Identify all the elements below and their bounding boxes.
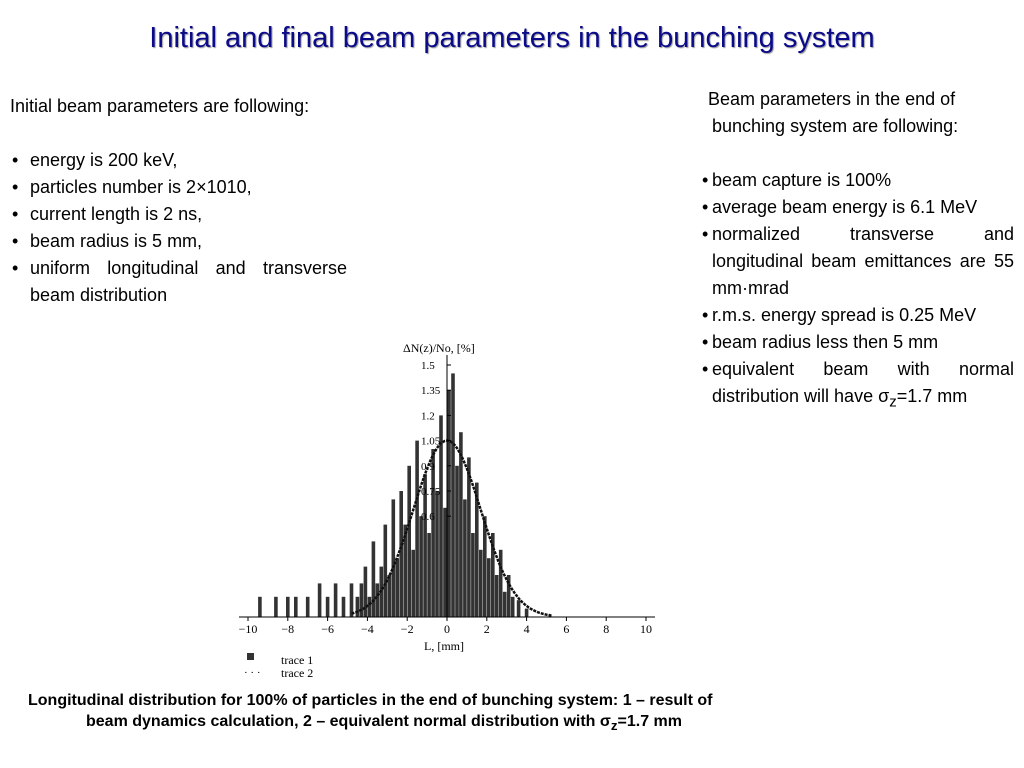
x-ticks <box>239 617 652 636</box>
x-tick-label: −6 <box>321 622 334 636</box>
x-tick-label: 4 <box>523 622 530 636</box>
bullet-icon: • <box>702 305 709 325</box>
histogram-bar <box>258 597 262 617</box>
x-tick-label: 10 <box>640 622 652 636</box>
histogram-bar <box>511 597 515 617</box>
y-tick-label: 0.6 <box>421 511 435 524</box>
histogram-bar <box>419 516 423 617</box>
y-tick-label: 1.35 <box>421 385 441 398</box>
histogram-bar <box>431 449 435 617</box>
x-tick-label: −8 <box>281 622 295 636</box>
initial-parameters <box>10 93 347 309</box>
histogram-bar <box>376 583 380 617</box>
histogram-bar <box>360 583 364 617</box>
longitudinal-distribution-chart <box>228 337 668 687</box>
x-tick-label: −10 <box>238 622 258 636</box>
histogram-bar <box>411 550 415 617</box>
histogram-bar <box>435 491 439 617</box>
x-tick-label: −2 <box>400 622 414 636</box>
list-item: • beam radius is 5 mm, <box>10 228 347 255</box>
histogram-bar <box>487 558 491 617</box>
histogram-bar <box>372 541 376 617</box>
x-tick-label: −4 <box>361 622 374 636</box>
y-tick-label: 1.05 <box>421 435 441 448</box>
histogram-bar <box>326 597 330 617</box>
histogram-bar <box>479 550 483 617</box>
bullet-icon: • <box>12 204 19 224</box>
y-tick-label: 1.5 <box>421 360 435 372</box>
list-item: • uniform longitudinal and transverse beam distribution <box>10 255 347 309</box>
final-parameters-list <box>702 167 1014 416</box>
histogram-bar <box>392 499 396 617</box>
histogram-bar <box>495 575 499 617</box>
bullet-icon: • <box>702 359 709 379</box>
bullet-icon: • <box>702 224 709 244</box>
histogram-bars <box>258 373 528 617</box>
histogram-bar <box>499 550 503 617</box>
list-item: • energy is 200 keV, <box>10 147 347 174</box>
final-parameters-intro: Beam parameters in the end of bunching system are following: <box>708 89 959 136</box>
histogram-bar <box>443 508 447 617</box>
histogram-bar <box>318 583 322 617</box>
legend-swatch-trace-1 <box>247 653 254 660</box>
list-item: • current length is 2 ns, <box>10 201 347 228</box>
caption-line-1: Longitudinal distribution for 100% of particles in the end of bunching system: 1 – result of <box>28 692 713 709</box>
histogram-bar <box>306 597 310 617</box>
histogram-bar <box>274 597 278 617</box>
x-tick-label: 8 <box>603 622 610 636</box>
y-tick-label: 0.9 <box>421 460 435 473</box>
histogram-bar <box>447 390 451 617</box>
final-parameters <box>702 86 1014 416</box>
caption-line-2: beam dynamics calculation, 2 – equivalent normal distribution with $\sigma_z=1.7$ mm <box>86 713 682 734</box>
bullet-icon: • <box>702 170 709 190</box>
x-tick-label: 2 <box>483 622 490 636</box>
bullet-icon: • <box>12 150 19 170</box>
histogram-bar <box>334 583 338 617</box>
legend-swatch-trace-2: · · · <box>244 667 261 679</box>
legend <box>244 653 313 680</box>
x-tick-label: 6 <box>563 622 570 636</box>
histogram-bar <box>294 597 298 617</box>
histogram-bar <box>525 609 529 617</box>
list-item: • particles number is 2×1010, <box>10 174 347 201</box>
histogram-bar <box>455 466 459 617</box>
legend-label-trace-2: trace 2 <box>281 666 314 680</box>
bullet-icon: • <box>702 197 709 217</box>
legend-label-trace-1: trace 1 <box>281 653 314 667</box>
histogram-bar <box>471 533 475 617</box>
histogram-bar <box>286 597 290 617</box>
figure-caption <box>28 690 908 736</box>
bullet-icon: • <box>12 177 19 197</box>
list-item: • normalized transverse and longitudinal beam emittances are 55 mm·mrad <box>702 221 1014 302</box>
histogram-bar <box>395 558 399 617</box>
histogram-bar <box>356 597 360 617</box>
bullet-icon: • <box>12 231 19 251</box>
histogram-bar <box>483 516 487 617</box>
histogram-bar <box>463 499 467 617</box>
histogram-bar <box>451 373 455 617</box>
list-item: • average beam energy is 6.1 MeV <box>702 194 1014 221</box>
histogram-bar <box>342 597 346 617</box>
x-axis-label: L, [mm] <box>424 639 464 653</box>
histogram-bar <box>427 533 431 617</box>
histogram-bar <box>467 457 471 617</box>
y-tick-label: 0.75 <box>421 486 441 498</box>
y-tick-label: 1.2 <box>421 410 435 423</box>
histogram-bar <box>517 600 521 617</box>
histogram-bar <box>388 575 392 617</box>
bullet-icon: • <box>702 332 709 352</box>
bullet-icon: • <box>12 258 19 278</box>
list-item: • beam radius less then 5 mm <box>702 329 1014 356</box>
histogram-bar <box>384 525 388 617</box>
slide-title: Initial and final beam parameters in the bunching system <box>149 22 875 54</box>
list-item: • equivalent beam with normal distribution will have $\sigma_z=1.7$ mm <box>702 356 1014 416</box>
histogram-bar <box>407 466 411 617</box>
histogram-bar <box>503 592 507 617</box>
x-tick-label: 0 <box>444 622 450 636</box>
histogram-bar <box>415 441 419 617</box>
list-item: • beam capture is 100% <box>702 167 1014 194</box>
list-item: • r.m.s. energy spread is 0.25 MeV <box>702 302 1014 329</box>
initial-parameters-list <box>10 147 347 309</box>
y-axis-label: ΔN(z)/No, [%] <box>403 341 475 355</box>
histogram-bar <box>350 583 354 617</box>
histogram-bar <box>399 491 403 617</box>
histogram-bar <box>403 525 407 617</box>
initial-parameters-intro: Initial beam parameters are following: <box>10 96 310 116</box>
